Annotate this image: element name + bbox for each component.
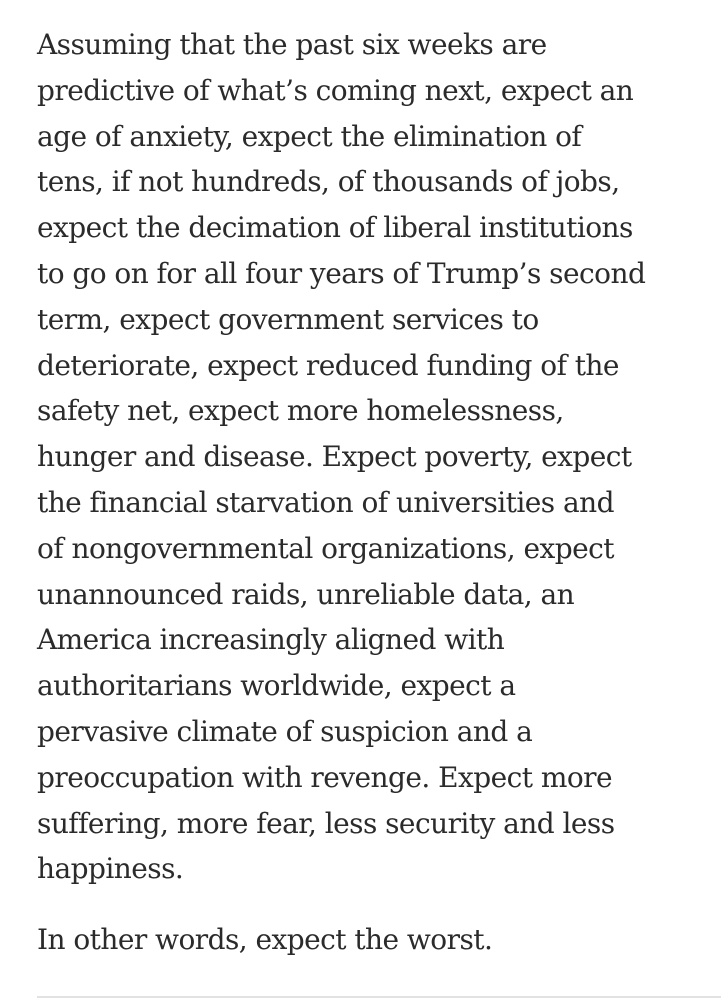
text-line: hunger and disease. Expect poverty, expect	[37, 440, 632, 474]
text-line: the financial starvation of universities and	[37, 485, 614, 519]
article-paragraph-1	[37, 22, 709, 892]
article-paragraph-2	[37, 917, 709, 963]
text-line: to go on for all four years of Trump’s second	[37, 256, 646, 290]
text-line: safety net, expect more homelessness,	[37, 394, 564, 428]
text-line: of nongovernmental organizations, expect	[37, 531, 614, 565]
text-line: Assuming that the past six weeks are	[37, 28, 547, 61]
text-line: America increasingly aligned with	[37, 623, 505, 657]
text-line: age of anxiety, expect the elimination of	[37, 119, 582, 153]
text-line: suffering, more fear, less security and less	[37, 806, 615, 840]
text-line: pervasive climate of suspicion and a	[37, 714, 533, 748]
text-line: In other words, expect the worst.	[37, 923, 493, 957]
text-line: deteriorate, expect reduced funding of the	[37, 348, 619, 382]
text-line: predictive of what’s coming next, expect an	[37, 73, 634, 107]
text-line: expect the decimation of liberal institutions	[37, 211, 633, 245]
text-line: term, expect government services to	[37, 302, 539, 336]
paragraph-spacing	[37, 892, 709, 917]
text-line: unannounced raids, unreliable data, an	[37, 577, 575, 611]
text-line: authoritarians worldwide, expect a	[37, 669, 516, 703]
text-line: tens, if not hundreds, of thousands of jobs,	[37, 165, 620, 199]
text-line: preoccupation with revenge. Expect more	[37, 760, 612, 794]
article-body	[37, 22, 709, 963]
text-line: happiness.	[37, 852, 184, 886]
section-divider	[37, 996, 721, 998]
